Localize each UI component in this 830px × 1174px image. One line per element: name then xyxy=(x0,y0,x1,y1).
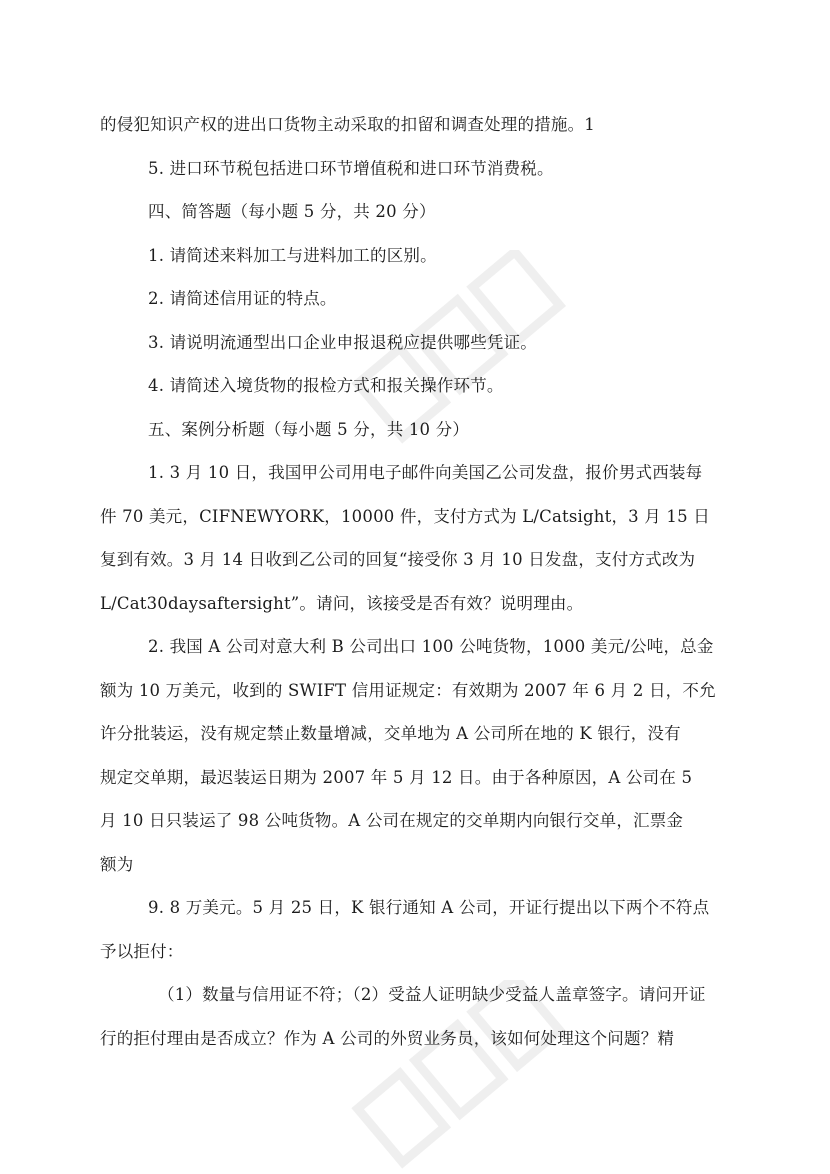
case-paragraph-line: 规定交单期，最迟装运日期为 2007 年 5 月 12 日。由于各种原因，A 公司在 5 xyxy=(100,767,693,787)
case-paragraph-line: （1）数量与信用证不符；（2）受益人证明缺少受益人盖章签字。请问开证 xyxy=(158,985,706,1004)
section-heading: 五、案例分析题（每小题 5 分，共 10 分） xyxy=(148,419,470,439)
case-paragraph-line: 件 70 美元，CIFNEWYORK，10000 件，支付方式为 L/Catsight，3 月 15 日 xyxy=(100,506,710,526)
case-paragraph-line: 额为 10 万美元，收到的 SWIFT 信用证规定：有效期为 2007 年 6 月 2 日，不允 xyxy=(100,680,716,700)
document-body xyxy=(100,103,720,1060)
case-paragraph-line: 额为 xyxy=(100,854,134,874)
question-item: 2. 请简述信用证的特点。 xyxy=(148,289,337,308)
case-paragraph-line: 2. 我国 A 公司对意大利 B 公司出口 100 公吨货物，1000 美元/公吨，总金 xyxy=(148,637,714,656)
case-paragraph-line: 许分批装运，没有规定禁止数量增减，交单地为 A 公司所在地的 K 银行，没有 xyxy=(100,724,681,743)
case-paragraph-line: 予以拒付： xyxy=(100,941,184,961)
text-line: 的侵犯知识产权的进出口货物主动采取的扣留和调查处理的措施。1 xyxy=(100,115,595,134)
case-paragraph-line: 9. 8 万美元。5 月 25 日，K 银行通知 A 公司，开证行提出以下两个不符点 xyxy=(148,898,710,917)
case-paragraph-line: L/Cat30daysaftersight”。请问，该接受是否有效？说明理由。 xyxy=(100,593,584,613)
question-item: 1. 请简述来料加工与进料加工的区别。 xyxy=(148,245,437,265)
case-paragraph-line: 1. 3 月 10 日，我国甲公司用电子邮件向美国乙公司发盘，报价男式西装每 xyxy=(148,463,703,482)
question-item: 4. 请简述入境货物的报检方式和报关操作环节。 xyxy=(148,376,504,395)
case-paragraph-line: 月 10 日只装运了 98 公吨货物。A 公司在规定的交单期内向银行交单，汇票金 xyxy=(100,811,684,830)
question-item: 3. 请说明流通型出口企业申报退税应提供哪些凭证。 xyxy=(148,332,537,352)
case-paragraph-line: 行的拒付理由是否成立？作为 A 公司的外贸业务员，该如何处理这个问题？精 xyxy=(100,1028,675,1048)
case-paragraph-line: 复到有效。3 月 14 日收到乙公司的回复“接受你 3 月 10 日发盘，支付方式改为 xyxy=(100,550,696,569)
text-line: 5. 进口环节税包括进口环节增值税和进口环节消费税。 xyxy=(148,158,554,178)
section-heading: 四、简答题（每小题 5 分，共 20 分） xyxy=(148,202,436,221)
